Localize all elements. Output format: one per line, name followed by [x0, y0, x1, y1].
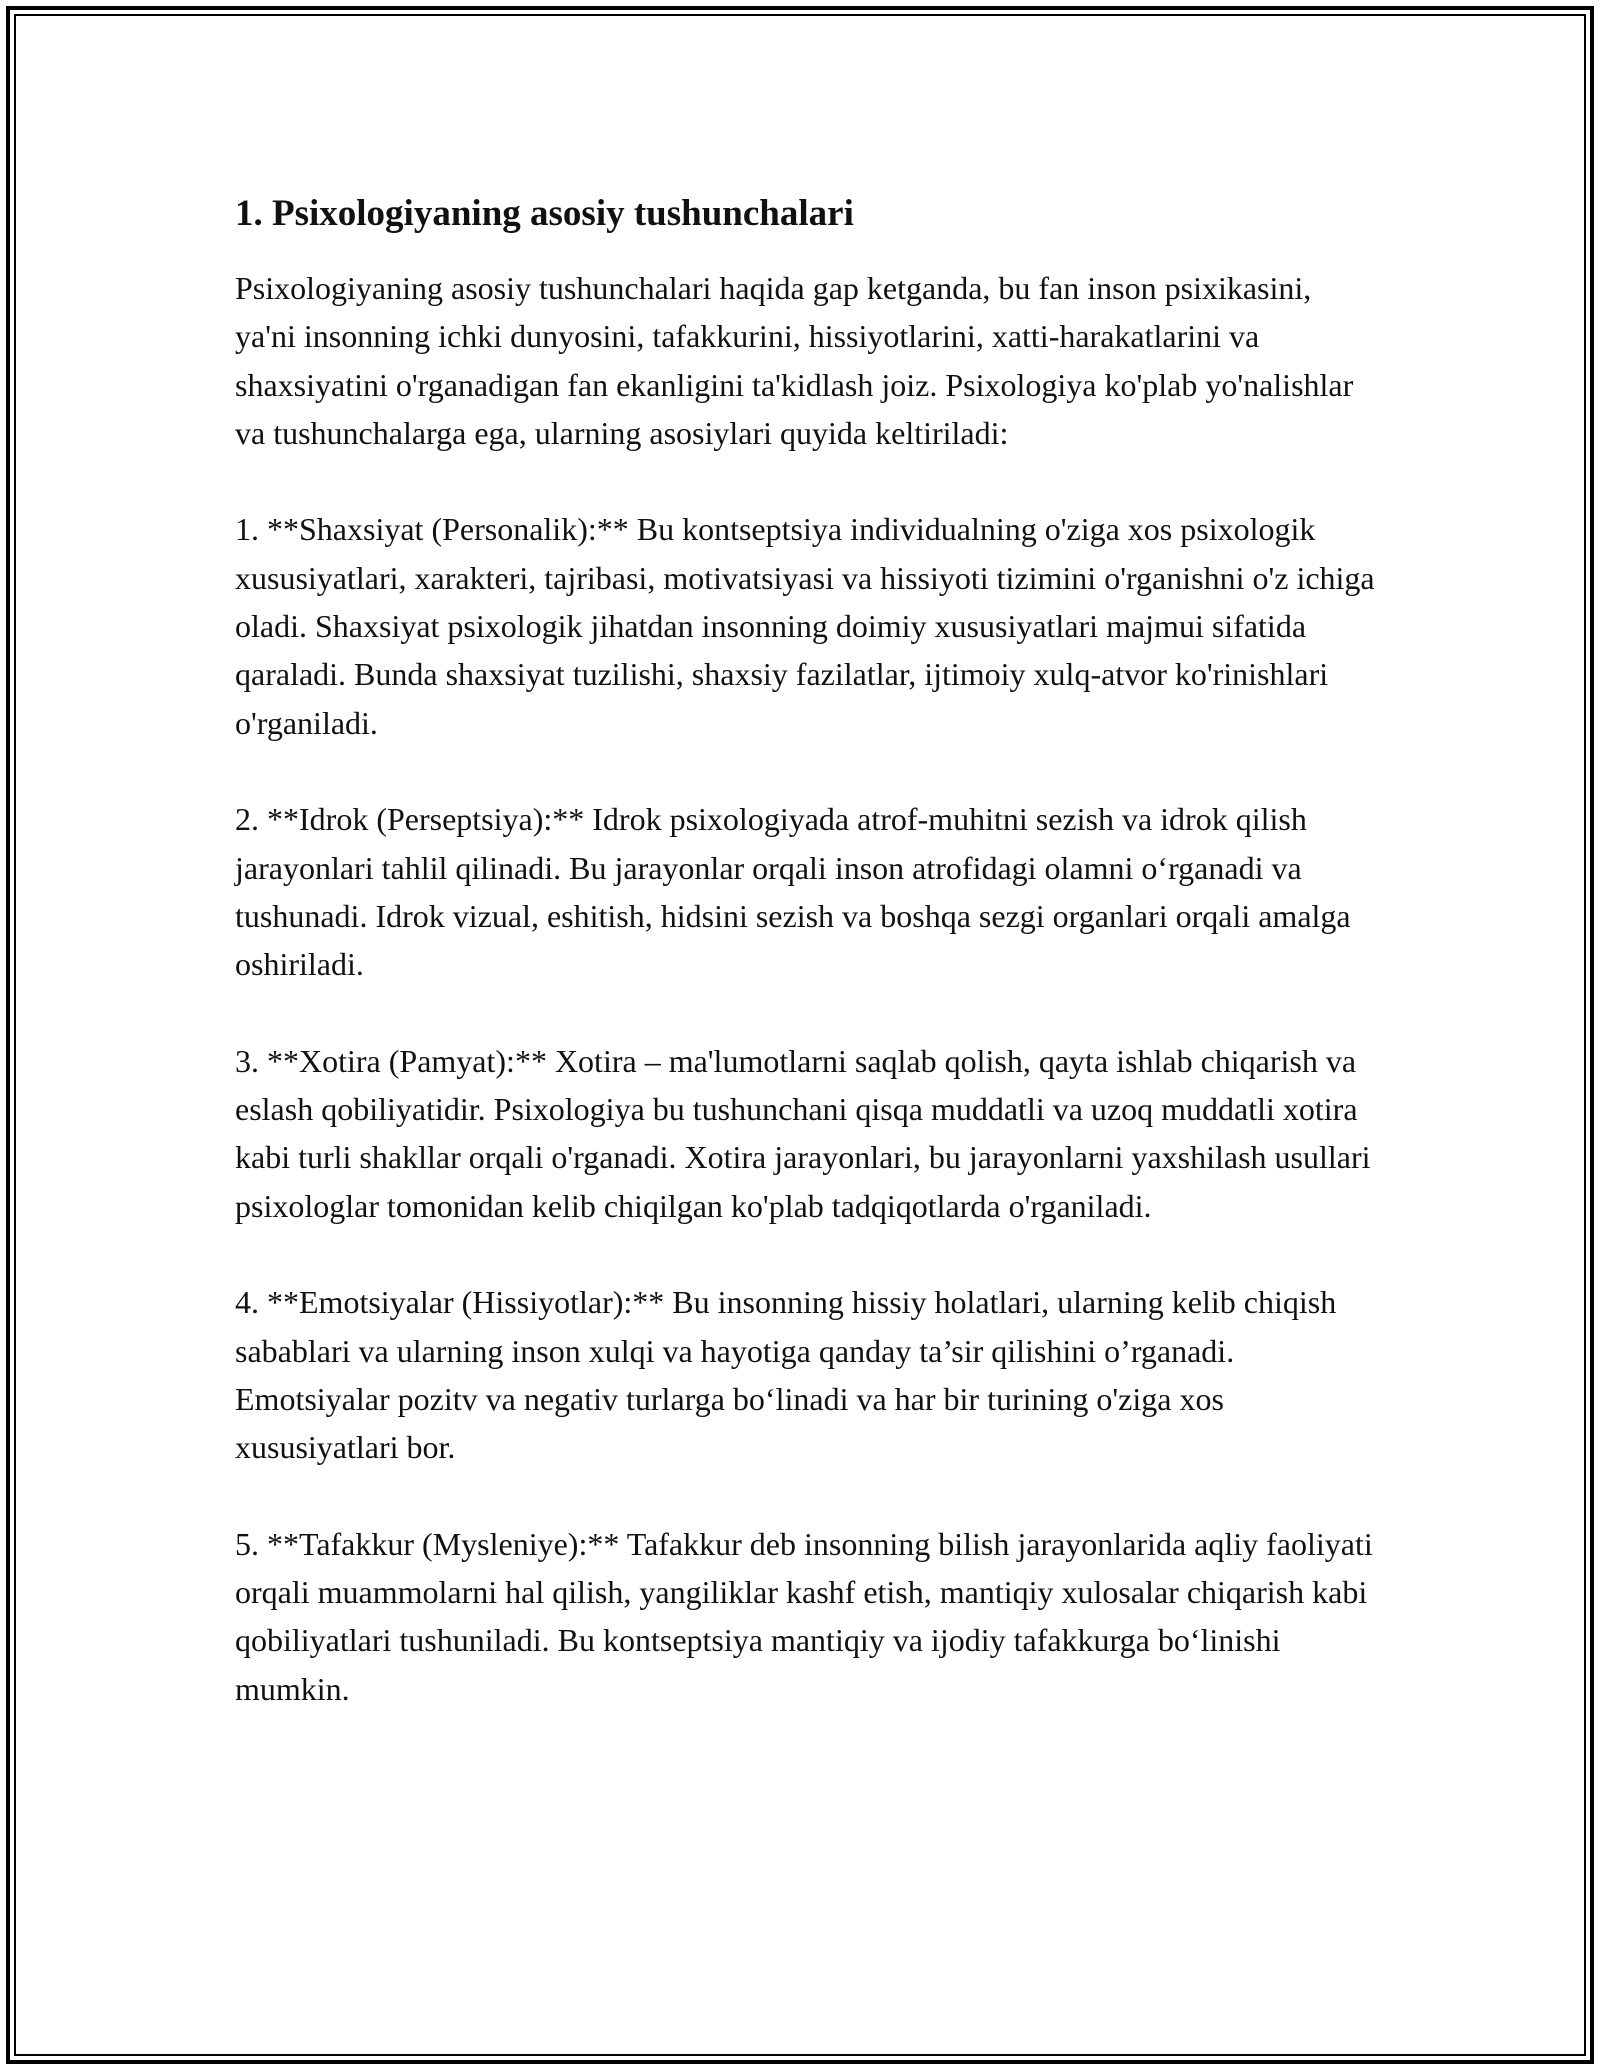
paragraph-idrok: 2. **Idrok (Perseptsiya):** Idrok psixologiyada atrof-muhitni sezish va idrok qilish jarayonlari tahlil qilinadi. Bu jarayonlar orqali inson atrofidagi olamni o‘rganadi va tushunadi. Idrok vizual, eshitish, hidsini sezish va boshqa sezgi organlari orqali amalga oshiriladi. [235, 801, 1351, 983]
paragraph-xotira: 3. **Xotira (Pamyat):** Xotira – ma'lumotlarni saqlab qolish, qayta ishlab chiqarish va eslash qobiliyatidir. Psixologiya bu tushunchani qisqa muddatli va uzoq muddatli xotira kabi turli shakllar orqali o'rganadi. Xotira jarayonlari, bu jarayonlarni yaxshilash usullari psixologlar tomonidan kelib chiqilgan ko'plab tadqiqotlarda o'rganiladi. [235, 1042, 1371, 1224]
document-heading: 1. Psixologiyaning asosiy tushunchalari [235, 193, 854, 234]
paragraph-emotsiyalar: 4. **Emotsiyalar (Hissiyotlar):** Bu insonning hissiy holatlari, ularning kelib chiqish sabablari va ularning inson xulqi va hayotiga qanday ta’sir qilishini o’rganadi. Emotsiyalar pozitv va negativ turlarga bo‘linadi va har bir turining o'ziga xos xususiyatlari bor. [235, 1284, 1337, 1466]
document-body [235, 190, 1375, 1761]
paragraph-tafakkur: 5. **Tafakkur (Mysleniye):** Tafakkur deb insonning bilish jarayonlarida aqliy faoliyati orqali muammolarni hal qilish, yangiliklar kashf etish, mantiqiy xulosalar chiqarish kabi qobiliyatlari tushuniladi. Bu kontseptsiya mantiqiy va ijodiy tafakkurga bo‘linishi mumkin. [235, 1525, 1373, 1707]
intro-paragraph: Psixologiyaning asosiy tushunchalari haqida gap ketganda, bu fan inson psixikasini, ya'ni insonning ichki dunyosini, tafakkurini, hissiyotlarini, xatti-harakatlarini va shaxsiyatini o'rganadigan fan ekanligini ta'kidlash joiz. Psixologiya ko'plab yo'nalishlar va tushunchalarga ega, ularning asosiylari quyida keltiriladi: [235, 270, 1354, 451]
paragraph-shaxsiyat: 1. **Shaxsiyat (Personalik):** Bu kontseptsiya individualning o'ziga xos psixologik xususiyatlari, xarakteri, tajribasi, motivatsiyasi va hissiyoti tizimini o'rganishni o'z ichiga oladi. Shaxsiyat psixologik jihatdan insonning doimiy xususiyatlari majmui sifatida qaraladi. Bunda shaxsiyat tuzilishi, shaxsiy fazilatlar, ijtimoiy xulq-atvor ko'rinishlari o'rganiladi. [235, 511, 1375, 741]
